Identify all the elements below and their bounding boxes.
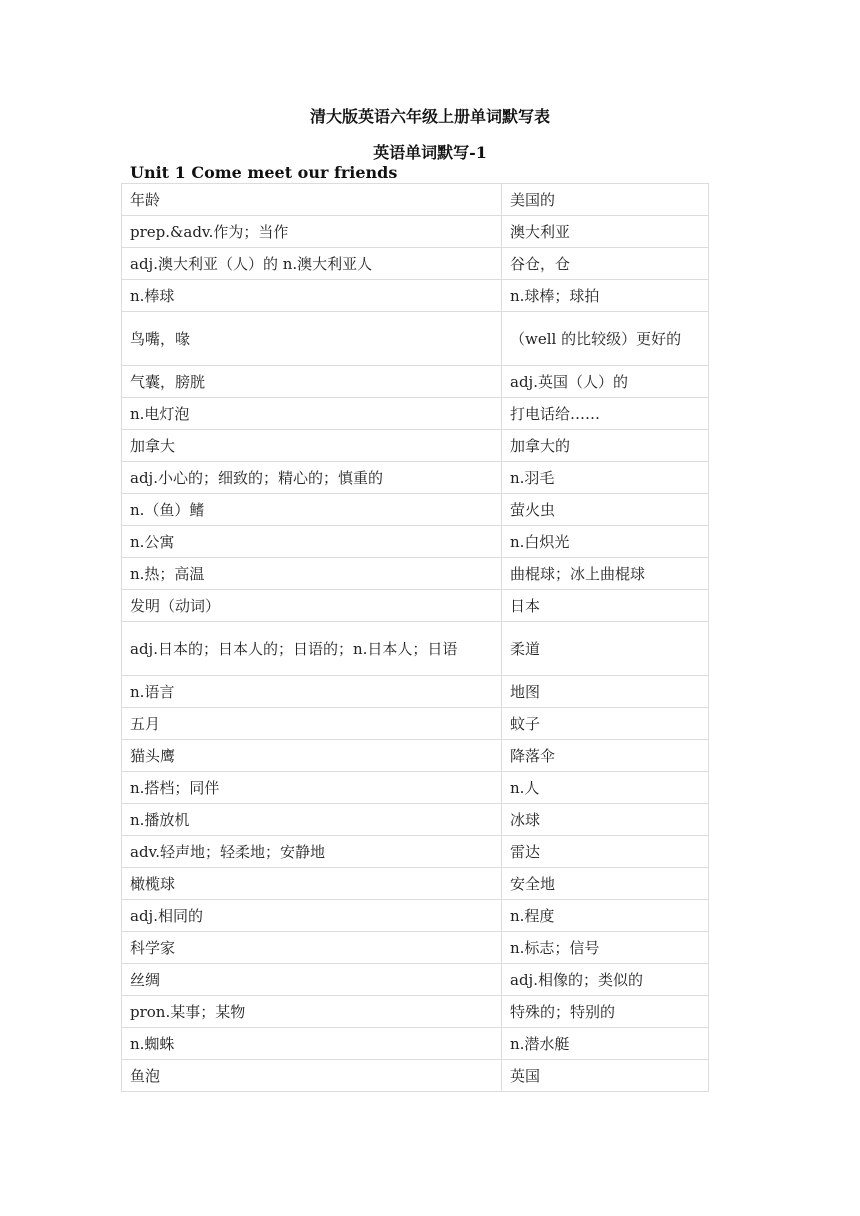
table-cell-meaning: pron.某事；某物 (122, 996, 502, 1028)
table-cell-meaning: 特殊的；特别的 (502, 996, 709, 1028)
table-cell-meaning: n.（鱼）鳍 (122, 494, 502, 526)
table-row (122, 280, 709, 312)
table-row (122, 216, 709, 248)
table-cell-meaning: n.羽毛 (502, 462, 709, 494)
table-row (122, 462, 709, 494)
table-row (122, 184, 709, 216)
table-row (122, 772, 709, 804)
table-cell-meaning: 英国 (502, 1060, 709, 1092)
table-row (122, 1060, 709, 1092)
table-cell-meaning: n.人 (502, 772, 709, 804)
table-cell-meaning: 地图 (502, 676, 709, 708)
table-cell-meaning: n.程度 (502, 900, 709, 932)
table-cell-meaning: 猫头鹰 (122, 740, 502, 772)
document-title: 清大版英语六年级上册单词默写表 (309, 107, 550, 126)
table-cell-meaning: 气囊，膀胱 (122, 366, 502, 398)
table-cell-meaning: 发明（动词） (122, 590, 502, 622)
table-cell-meaning: adj.日本的；日本人的；日语的；n.日本人；日语 (122, 622, 502, 676)
table-cell-meaning: adv.轻声地；轻柔地；安静地 (122, 836, 502, 868)
table-cell-meaning: n.热；高温 (122, 558, 502, 590)
table-row (122, 558, 709, 590)
table-cell-meaning: n.语言 (122, 676, 502, 708)
table-cell-meaning: 橄榄球 (122, 868, 502, 900)
table-cell-meaning: n.播放机 (122, 804, 502, 836)
table-cell-meaning: 蚊子 (502, 708, 709, 740)
table-cell-meaning: 曲棍球；冰上曲棍球 (502, 558, 709, 590)
vocabulary-table (121, 183, 709, 1092)
table-row (122, 366, 709, 398)
table-row (122, 1028, 709, 1060)
table-row (122, 494, 709, 526)
table-cell-meaning: 柔道 (502, 622, 709, 676)
table-row (122, 996, 709, 1028)
table-cell-meaning: adj.相像的；类似的 (502, 964, 709, 996)
table-cell-meaning: adj.小心的；细致的；精心的；慎重的 (122, 462, 502, 494)
table-row (122, 590, 709, 622)
table-cell-meaning: 加拿大的 (502, 430, 709, 462)
table-cell-meaning: n.电灯泡 (122, 398, 502, 430)
table-cell-meaning: 鸟嘴，喙 (122, 312, 502, 366)
table-cell-meaning: 五月 (122, 708, 502, 740)
table-row (122, 398, 709, 430)
table-row (122, 622, 709, 676)
table-row (122, 740, 709, 772)
table-cell-meaning: 鱼泡 (122, 1060, 502, 1092)
table-cell-meaning: n.球棒；球拍 (502, 280, 709, 312)
table-cell-meaning: n.棒球 (122, 280, 502, 312)
table-cell-meaning: n.潜水艇 (502, 1028, 709, 1060)
table-cell-meaning: 加拿大 (122, 430, 502, 462)
table-cell-meaning: 萤火虫 (502, 494, 709, 526)
table-row (122, 900, 709, 932)
table-cell-meaning: adj.相同的 (122, 900, 502, 932)
table-row (122, 312, 709, 366)
table-cell-meaning: 日本 (502, 590, 709, 622)
table-cell-meaning: 安全地 (502, 868, 709, 900)
table-cell-meaning: 打电话给…… (502, 398, 709, 430)
table-cell-meaning: 澳大利亚 (502, 216, 709, 248)
table-cell-meaning: 雷达 (502, 836, 709, 868)
table-cell-meaning: n.公寓 (122, 526, 502, 558)
table-cell-meaning: 降落伞 (502, 740, 709, 772)
unit-heading: Unit 1 Come meet our friends (130, 163, 398, 182)
table-cell-meaning: 谷仓，仓 (502, 248, 709, 280)
table-row (122, 248, 709, 280)
table-row (122, 676, 709, 708)
table-row (122, 708, 709, 740)
table-cell-meaning: 冰球 (502, 804, 709, 836)
table-cell-meaning: adj.英国（人）的 (502, 366, 709, 398)
table-cell-meaning: n.搭档；同伴 (122, 772, 502, 804)
table-row (122, 804, 709, 836)
table-row (122, 836, 709, 868)
table-cell-meaning: 美国的 (502, 184, 709, 216)
table-cell-meaning: adj.澳大利亚（人）的 n.澳大利亚人 (122, 248, 502, 280)
table-cell-meaning: 丝绸 (122, 964, 502, 996)
table-cell-meaning: n.标志；信号 (502, 932, 709, 964)
table-cell-meaning: prep.&adv.作为；当作 (122, 216, 502, 248)
table-cell-meaning: n.蜘蛛 (122, 1028, 502, 1060)
table-cell-meaning: （well 的比较级）更好的 (502, 312, 709, 366)
table-cell-meaning: 年龄 (122, 184, 502, 216)
table-row (122, 932, 709, 964)
table-row (122, 526, 709, 558)
document-subtitle: 英语单词默写-1 (373, 143, 487, 162)
table-row (122, 964, 709, 996)
table-cell-meaning: 科学家 (122, 932, 502, 964)
table-row (122, 868, 709, 900)
table-row (122, 430, 709, 462)
table-cell-meaning: n.白炽光 (502, 526, 709, 558)
